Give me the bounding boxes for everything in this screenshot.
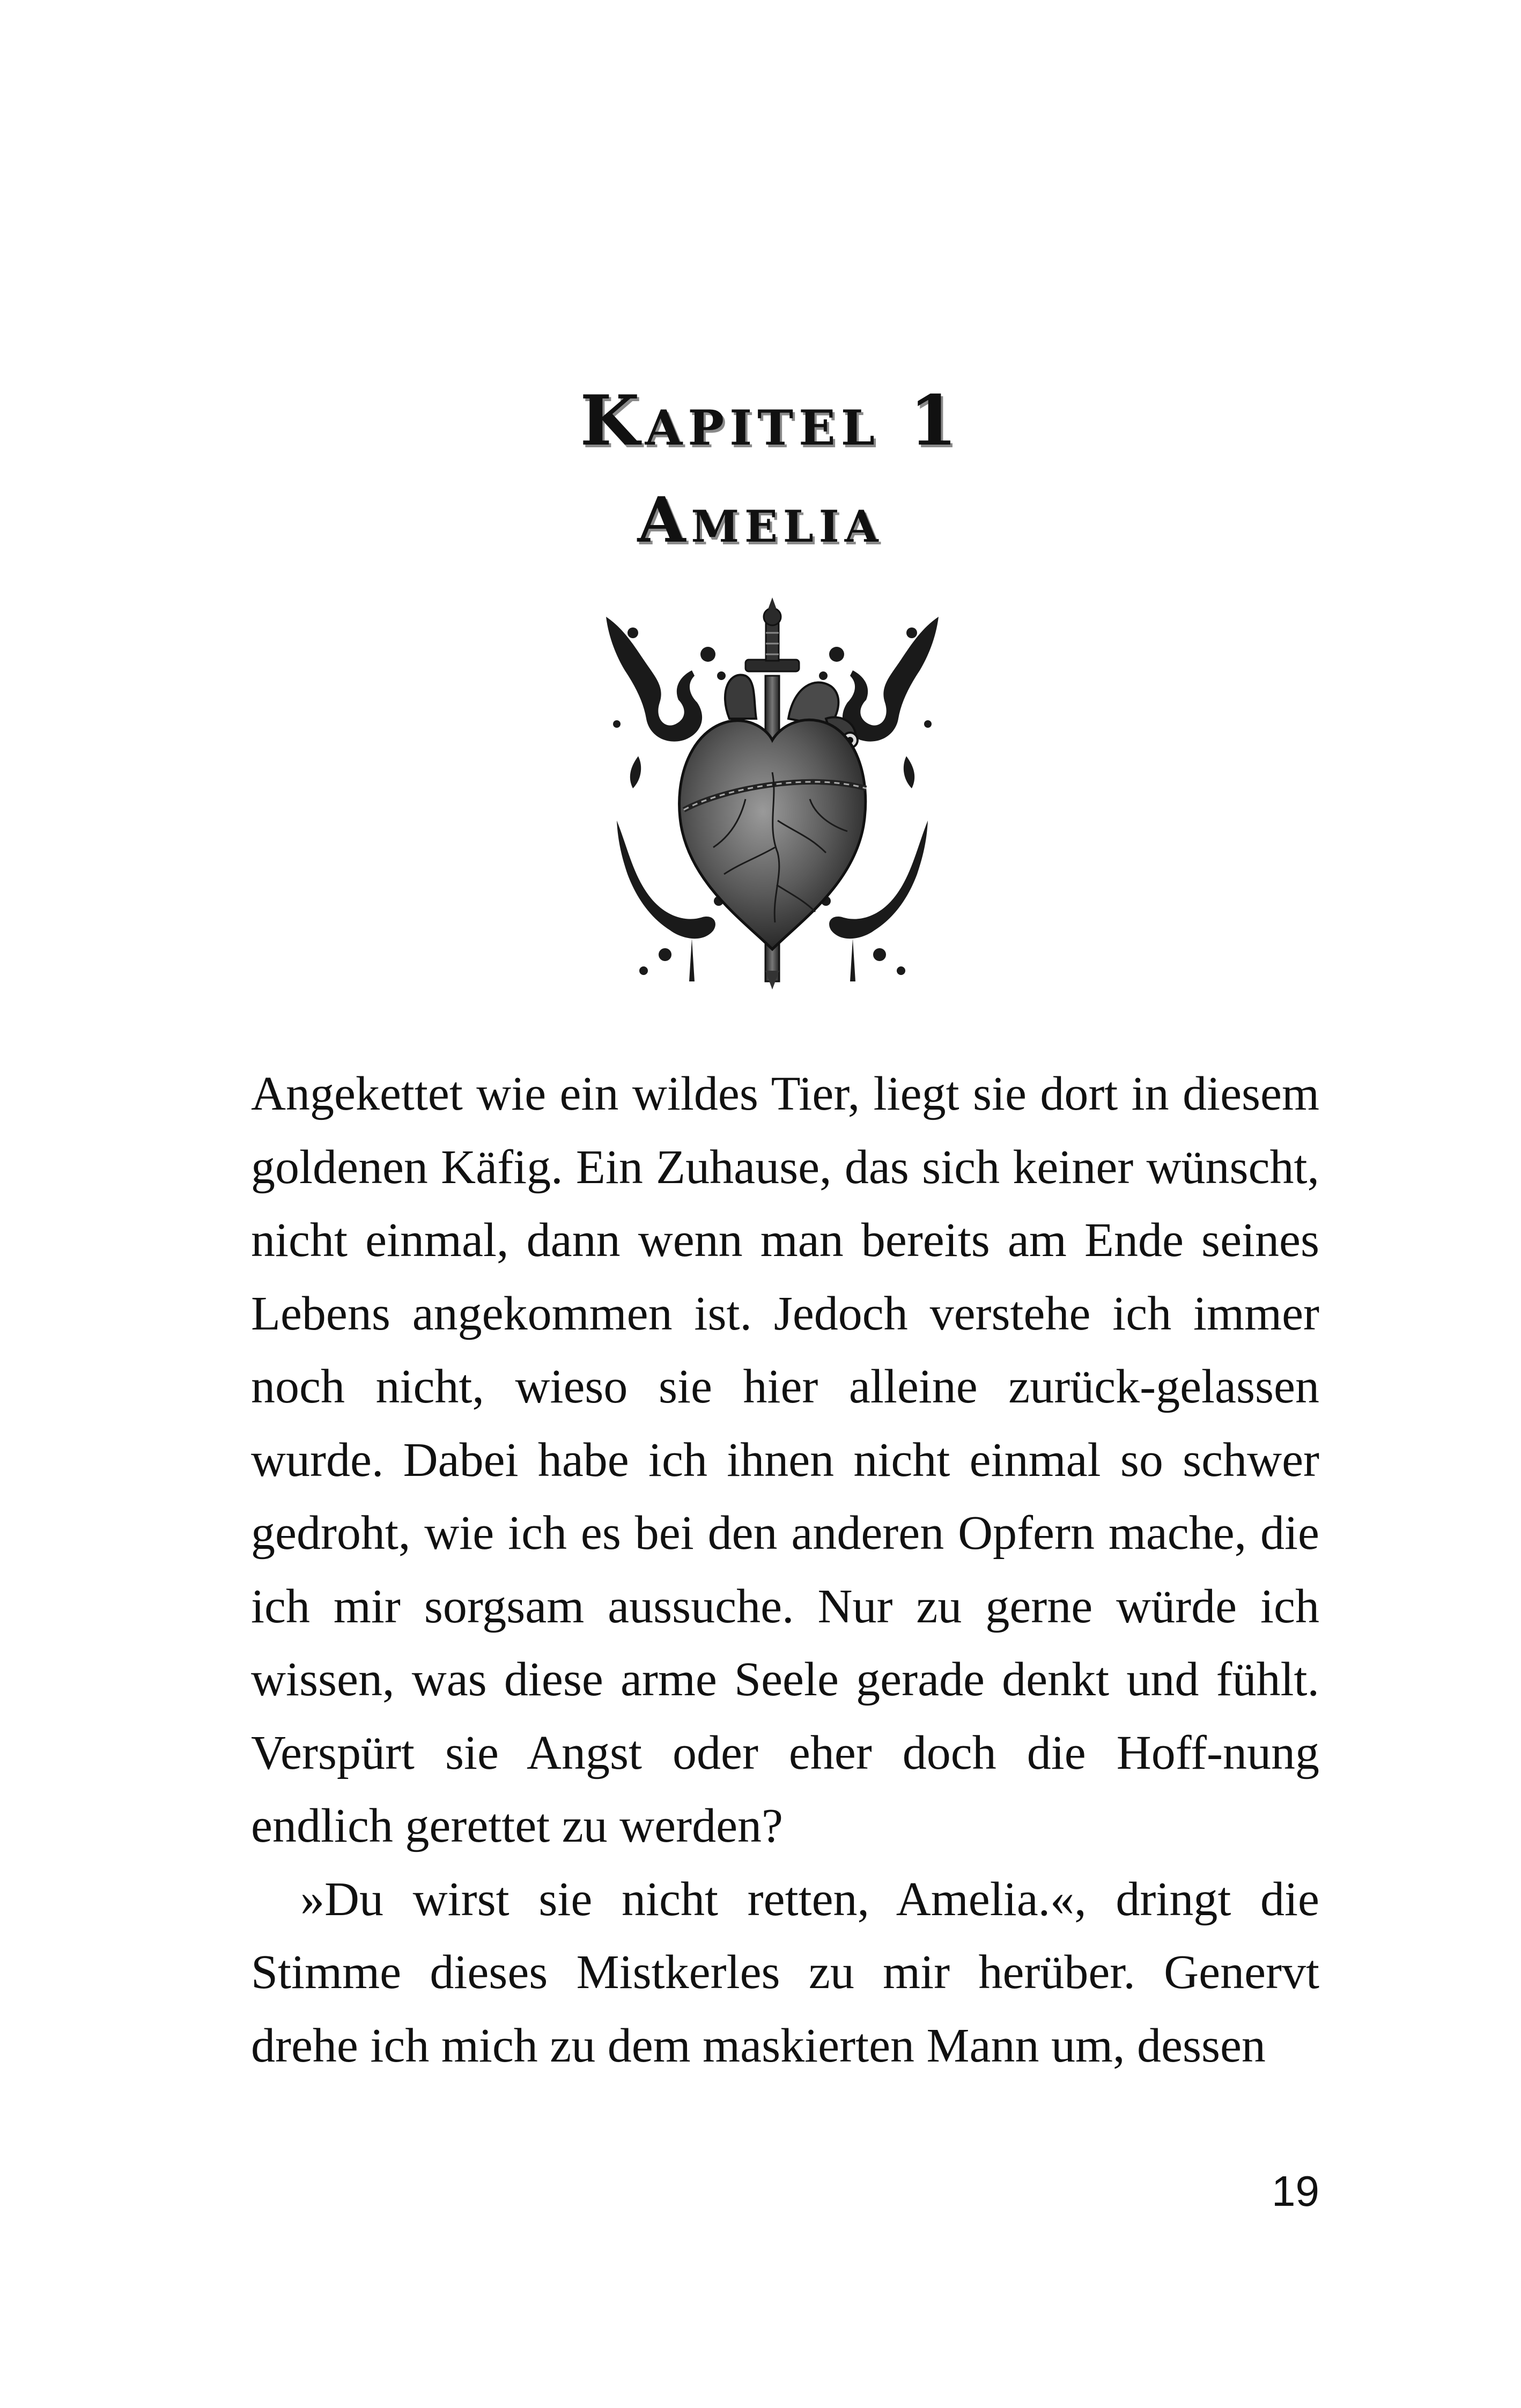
page-number: 19 — [1272, 2167, 1319, 2215]
chapter-name: Amelia — [637, 484, 884, 557]
chapter-body — [251, 1058, 1319, 2082]
heart-dagger-icon — [585, 595, 960, 992]
paragraph-2: »Du wirst sie nicht retten, Amelia.«, dringt die Stimme dieses Mistkerles zu mir herüber. Genervt drehe ich mich zu dem maskierten Mann um, dessen — [251, 1872, 1319, 2072]
paragraph-1: Angekettet wie ein wildes Tier, liegt sie dort in diesem goldenen Käfig. Ein Zuhause, das sich keiner wünscht, nicht einmal, dann wenn man bereits am Ende seines Lebens angekommen ist. Jedoch verstehe ich immer noch nicht, wieso sie hier alleine zurück-gelassen wurde. Dabei habe ich ihnen nicht einmal so schwer gedroht, wie ich es bei den anderen Opfern mache, die ich mir sorgsam aussuche. Nur zu gerne würde ich wissen, was diese arme Seele gerade denkt und fühlt. Verspürt sie Angst oder eher doch die Hoff-nung endlich gerettet zu werden? — [251, 1067, 1319, 1852]
chapter-title: Kapitel 1 — [580, 381, 963, 461]
